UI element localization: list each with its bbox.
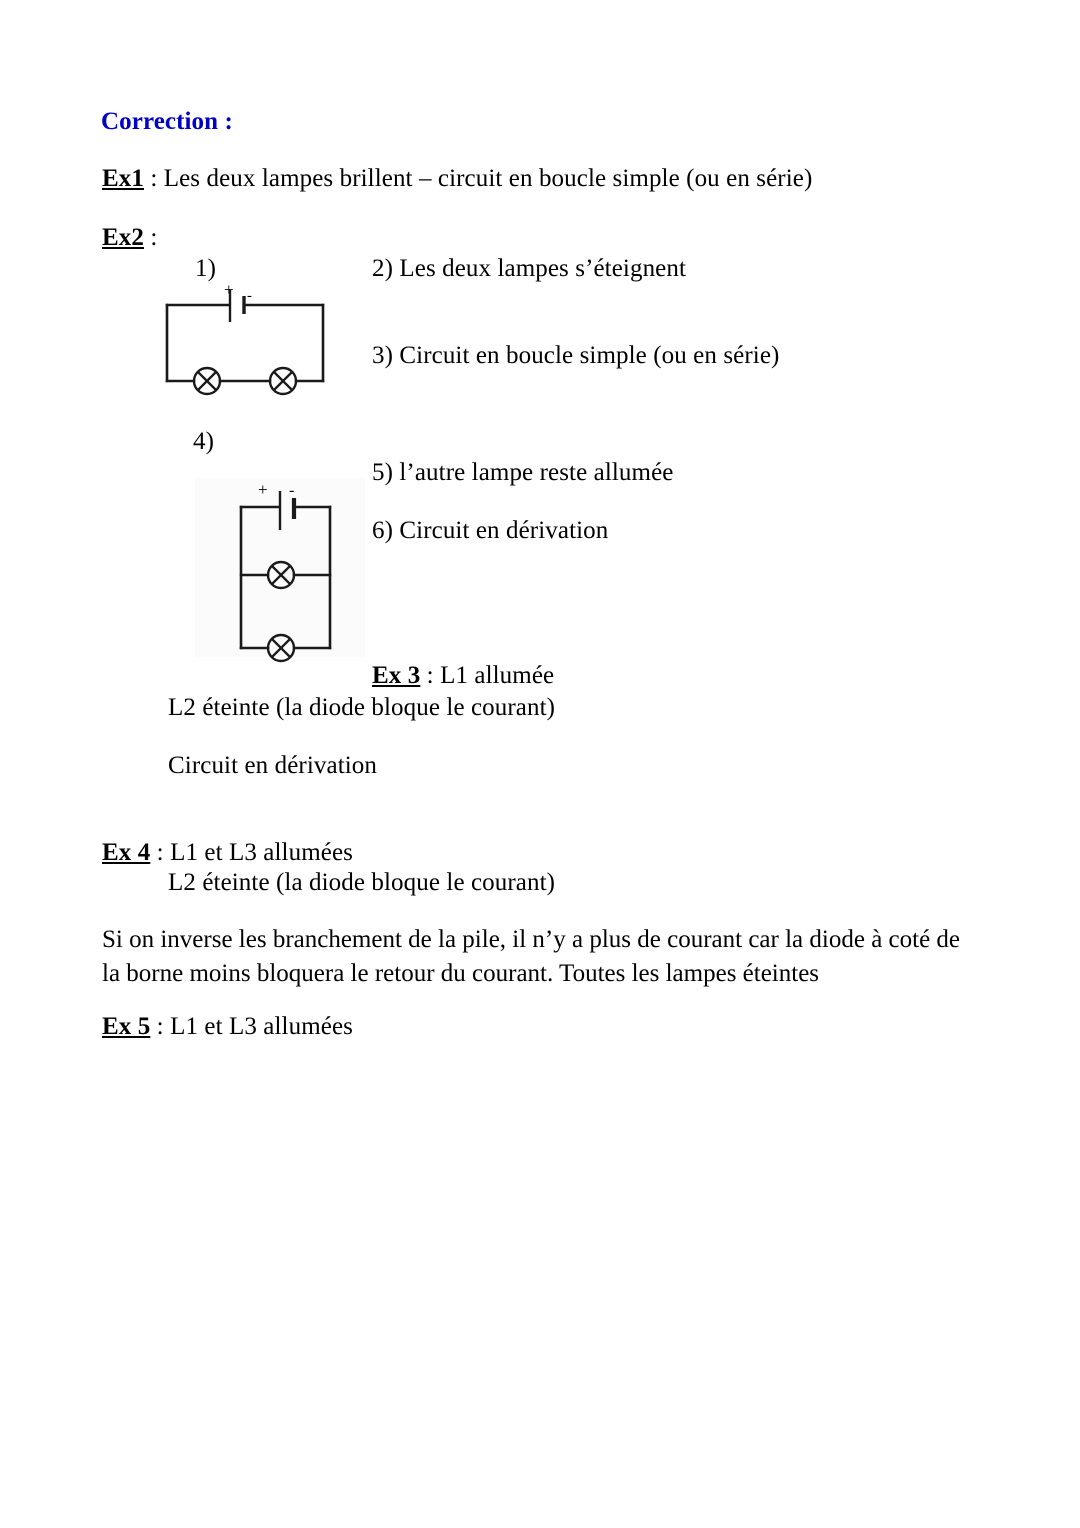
ex1-label: Ex1	[102, 165, 144, 192]
ex2-item-5-text: l’autre lampe reste allumée	[393, 459, 674, 486]
ex2-label: Ex2	[102, 224, 144, 251]
ex4-line	[102, 836, 353, 869]
ex3-separator: :	[420, 662, 441, 689]
page-title	[101, 105, 233, 138]
ex2-item-5	[372, 456, 673, 489]
ex1-text: Les deux lampes brillent – circuit en boucle simple (ou en série)	[163, 165, 813, 192]
page-title-text: Correction	[101, 108, 219, 135]
ex3-line3: Circuit en dérivation	[168, 752, 377, 779]
ex2-item-2-text: Les deux lampes s’éteignent	[393, 255, 687, 282]
ex2-separator: :	[143, 224, 158, 251]
ex2-item-4	[193, 425, 214, 458]
ex2-item-3-text: Circuit en boucle simple (ou en série)	[393, 342, 780, 369]
ex2-item-6-number: 6)	[372, 517, 394, 544]
ex5-separator: :	[150, 1013, 171, 1040]
page-title-colon: :	[218, 108, 233, 135]
ex2-item-6-text: Circuit en dérivation	[393, 517, 609, 544]
parallel-circuit-figure	[215, 478, 375, 668]
parallel-circuit-svg	[215, 478, 375, 668]
parallel-battery-minus-label: -	[289, 482, 295, 499]
series-circuit-figure	[150, 278, 360, 403]
ex4-text: L1 et L3 allumées	[170, 839, 353, 866]
ex3-text: L1 allumée	[440, 662, 555, 689]
parallel-battery-plus-label: +	[258, 480, 268, 499]
series-battery-plus-label: +	[224, 280, 234, 299]
ex4-line2: L2 éteinte (la diode bloque le courant)	[168, 869, 556, 896]
ex2-item-6	[372, 514, 608, 547]
lamp-icon-2	[268, 635, 294, 661]
ex2-item-3	[372, 339, 779, 372]
ex1-separator: :	[143, 165, 164, 192]
ex5-line	[102, 1010, 353, 1043]
ex4-label: Ex 4	[102, 839, 151, 866]
series-battery-minus-label: -	[247, 288, 253, 304]
ex2-item-1-number: 1)	[195, 255, 217, 282]
ex4-paragraph: Si on inverse les branchement de la pile, il n’y a plus de courant car la diode à coté de la borne moins bloquera le retour du courant. Toutes les lampes éteintes	[102, 926, 961, 987]
ex2-item-2	[372, 252, 686, 285]
ex3-line	[372, 659, 554, 692]
lamp-icon-1	[268, 562, 294, 588]
ex5-label: Ex 5	[102, 1013, 151, 1040]
lamp-icon-2	[270, 368, 296, 394]
ex2-line	[102, 221, 157, 254]
ex3-label: Ex 3	[372, 662, 421, 689]
ex4-separator: :	[150, 839, 171, 866]
ex2-item-3-number: 3)	[372, 342, 394, 369]
ex3-line2: L2 éteinte (la diode bloque le courant)	[168, 694, 556, 721]
ex2-item-5-number: 5)	[372, 459, 394, 486]
lamp-icon-1	[194, 368, 220, 394]
ex1-line	[102, 162, 812, 195]
ex5-text: L1 et L3 allumées	[170, 1013, 353, 1040]
ex2-item-2-number: 2)	[372, 255, 394, 282]
series-circuit-svg	[150, 278, 360, 403]
ex2-item-4-number: 4)	[193, 428, 215, 455]
